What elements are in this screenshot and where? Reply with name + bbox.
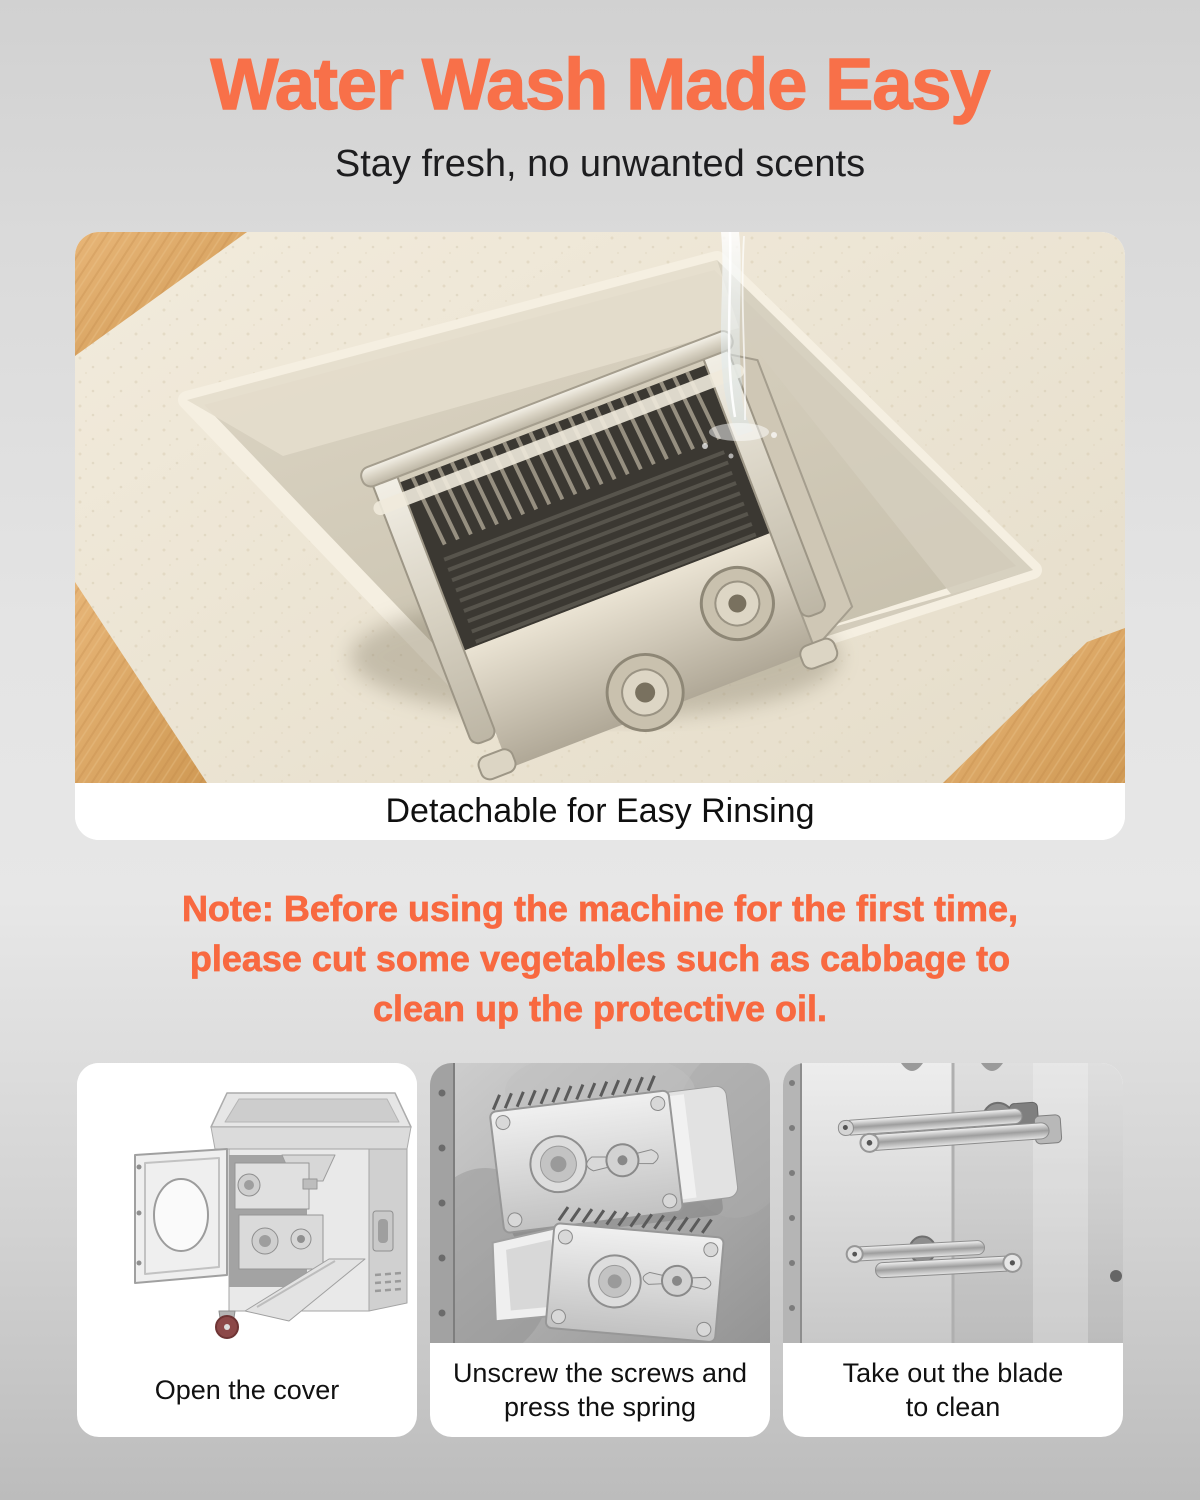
note-line: please cut some vegetables such as cabbage to (189, 938, 1011, 979)
step-caption (430, 1343, 770, 1437)
hero-photo (75, 232, 1125, 783)
step-caption (783, 1343, 1123, 1437)
step-caption-line: Open the cover (154, 1375, 340, 1405)
note-line: clean up the protective oil. (372, 988, 828, 1029)
step-caption-line: Take out the blade (842, 1358, 1064, 1388)
blade-assembly-closeup-photo (430, 1063, 770, 1343)
step-photo (783, 1063, 1123, 1343)
blade-rods-photo (783, 1063, 1123, 1343)
steps-row (77, 1063, 1123, 1437)
step-card-take-out-blade (783, 1063, 1123, 1437)
note-line: Note: Before using the machine for the first time, (181, 888, 1019, 929)
machine-open-door-photo (77, 1063, 417, 1343)
step-photo (77, 1063, 417, 1343)
step-caption-line: to clean (905, 1392, 1001, 1422)
step-card-unscrew (430, 1063, 770, 1437)
step-caption-line: press the spring (503, 1392, 697, 1422)
step-card-open-cover (77, 1063, 417, 1437)
page-subtitle: Stay fresh, no unwanted scents (334, 143, 866, 185)
step-caption-line: Unscrew the screws and (452, 1358, 748, 1388)
page-title: Water Wash Made Easy (210, 45, 990, 125)
first-use-note (0, 884, 1200, 1034)
hero-card (75, 232, 1125, 840)
hero-caption: Detachable for Easy Rinsing (75, 783, 1125, 840)
step-photo (430, 1063, 770, 1343)
sink-rinse-photo (75, 232, 1125, 783)
step-caption (77, 1343, 417, 1437)
